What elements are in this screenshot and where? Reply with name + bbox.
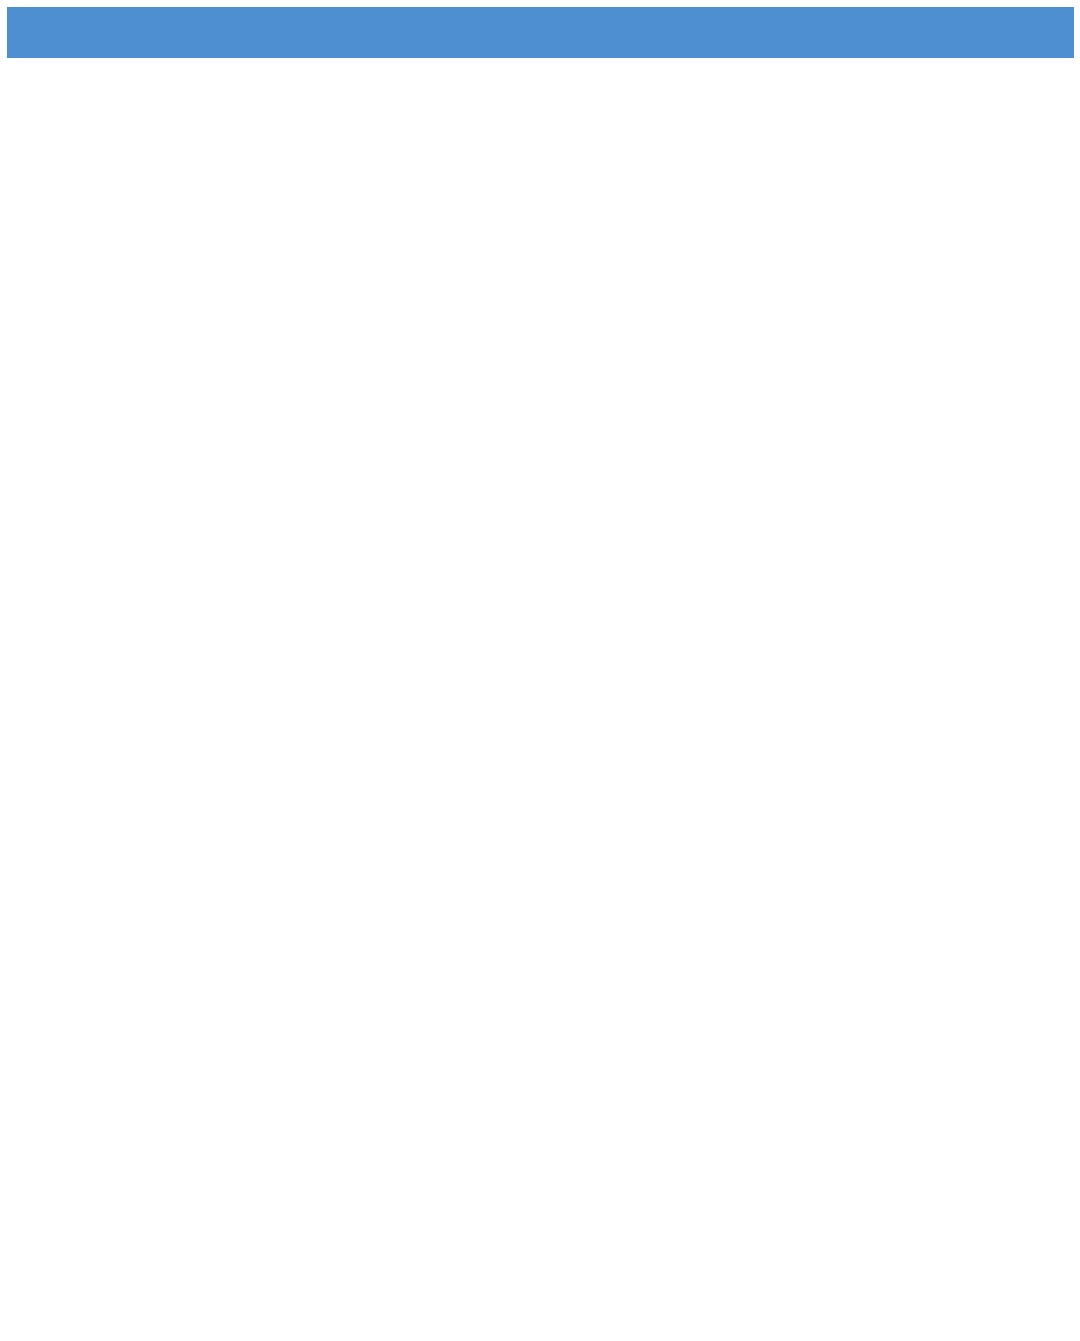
header-unit [591, 7, 756, 58]
header-applicant [538, 7, 591, 58]
header-title [171, 7, 538, 58]
header-index [7, 7, 53, 58]
header-code [53, 7, 171, 58]
header-partner-unit [913, 7, 1074, 58]
table-header [7, 7, 1074, 58]
header-partner [756, 7, 913, 58]
